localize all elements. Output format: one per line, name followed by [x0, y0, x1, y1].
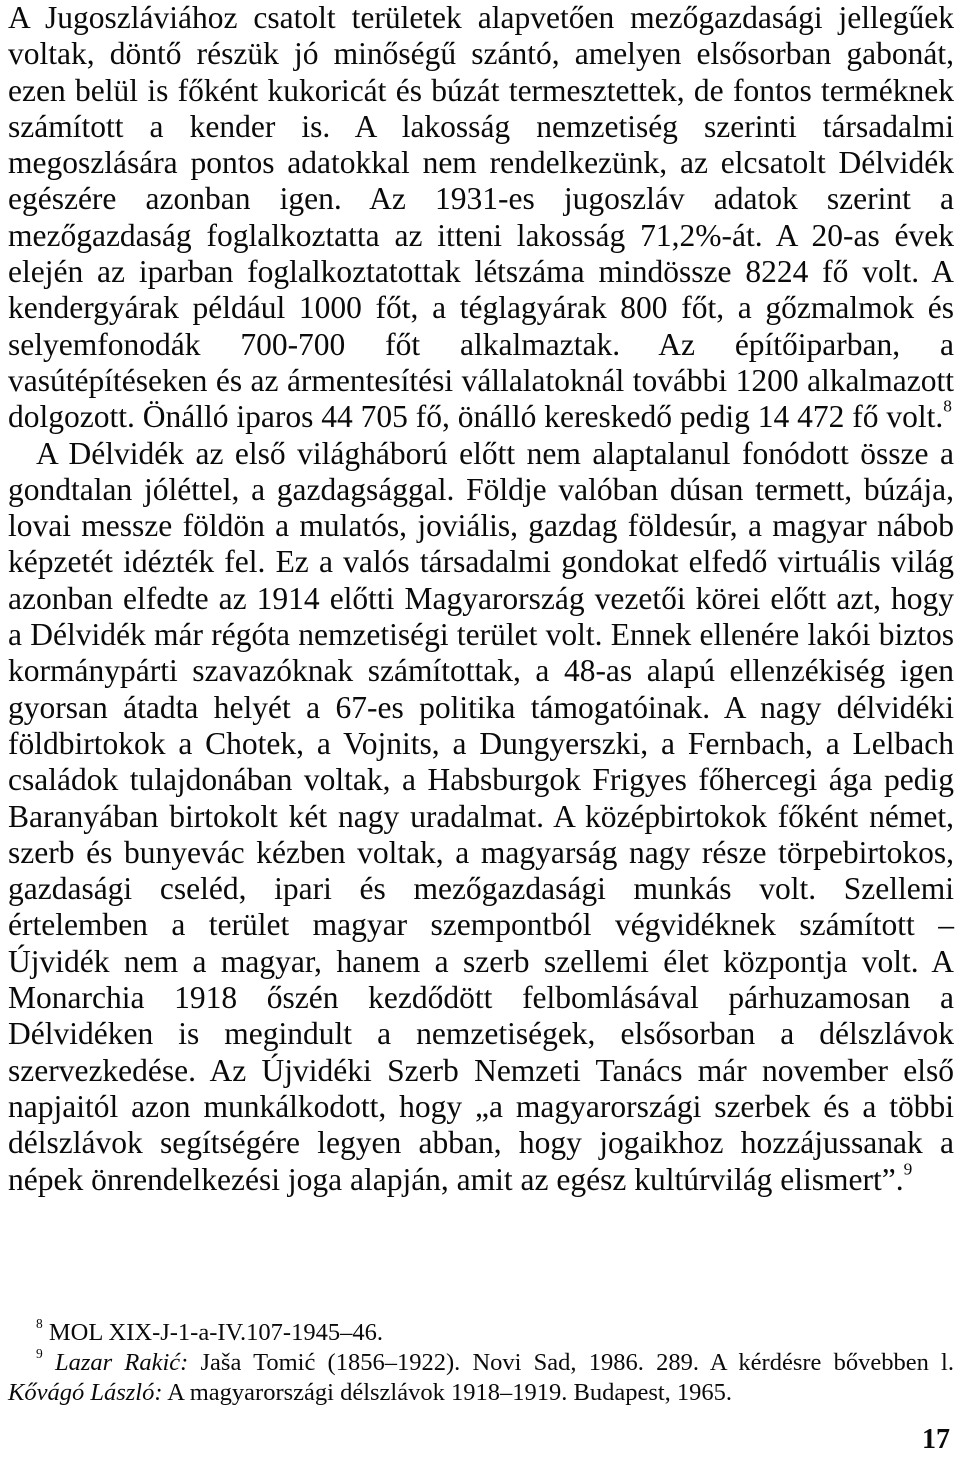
paragraph-2 [8, 436, 954, 1198]
footnote-9 [8, 1345, 954, 1408]
footnote-9-author: Lazar Rakić: [54, 1349, 189, 1376]
body-text [8, 0, 954, 1198]
footnote-number-8: 8 [36, 1315, 43, 1331]
footnote-ref-8: 8 [943, 396, 952, 416]
footnote-8 [8, 1315, 954, 1348]
footnote-9-text-1: Jaša Tomić (1856–1922). Novi Sad, 1986. 289. A kérdésre bővebben l. [188, 1349, 954, 1376]
footnote-ref-9: 9 [903, 1158, 913, 1178]
paragraph-2-text: A Délvidék az első világháború előtt nem alaptalanul fonódott össze a gondtalan jóléttel, a gazdagsággal. Földje valóban dúsan termett, búzája, lovai messze földön a mulatós, joviális, gazdag földesúr, a magyar nábob képzetét idézték fel. Ez a valós társadalmi gondokat elfedő virtuális világ azonban elfedte az 1914 előtti Magyarország vezetői körei előtt azt, hogy a Délvidék már régóta nemzetiségi terület volt. Ennek ellenére lakói biztos kormánypárti szavazóknak számítottak, a 48-as alapú ellenzékiség igen gyorsan átadta helyét a 67-es politika támogatóinak. A nagy délvidéki földbirtokok a Chotek, a Vojnits, a Dungyerszki, a Fernbach, a Lelbach családok tulajdonában voltak, a Habsburgok Frigyes főhercegi ága pedig Baranyában birtokolt két nagy uradalmat. A középbirtokok főként német, szerb és bunyevác kézben voltak, a magyarság nagy része törpebirtokos, gazdasági cseléd, ipari és mezőgazdasági munkás volt. Szellemi értelemben a terület magyar szempontból végvidéknek számított – Újvidék nem a magyar, hanem a szerb szellemi élet központja volt. A Monarchia 1918 őszén kezdődött felbomlásával párhuzamosan a Délvidéken is megindult a nemzetiségek, elsősorban a délszlávok szervezkedése. Az Újvidéki Szerb Nemzeti Tanács már november első napjaitól azon munkálkodott, hogy „a magyarországi szerbek és a többi délszlávok segítségére legyen abban, hogy jogaikhoz hozzájussanak a népek önrendelkezési joga alapján, amit az egész kultúrvilág elismert”. [8, 435, 954, 1197]
paragraph-1-text: A Jugoszláviához csatolt területek alapvetően mezőgazdasági jellegűek voltak, döntő részük jó minőségű szántó, amelyen elsősorban gabonát, ezen belül is főként kukoricát és búzát termesztettek, de fontos terméknek számított a kender is. A lakosság nemzetiség szerinti társadalmi megoszlására pontos adatokkal nem rendelkezünk, az elcsatolt Délvidék egészére azonban igen. Az 1931-es jugoszláv adatok szerint a mezőgazdaság foglalkoztatta az itteni lakosság 71,2%-át. A 20-as évek elején az iparban foglalkoztatottak létszáma mindössze 8224 fő volt. A kendergyárak például 1000 főt, a téglagyárak 800 főt, a gőzmalmok és selyemfonodák 700-700 főt alkalmaztak. Az építőiparban, a vasútépítéseken és az ármentesítési vállalatoknál további 1200 alkalmazott dolgozott. Önálló iparos 44 705 fő, önálló kereskedő pedig 14 472 fő volt. [8, 0, 954, 435]
footnote-9-author-2: Kővágó László: [8, 1379, 163, 1406]
footnotes [8, 1315, 954, 1408]
footnote-number-9: 9 [36, 1345, 43, 1361]
footnote-8-text: MOL XIX-J-1-a-IV.107-1945–46. [48, 1319, 383, 1346]
paragraph-1 [8, 0, 954, 436]
footnote-9-text-2: A magyarországi délszlávok 1918–1919. Budapest, 1965. [162, 1379, 733, 1406]
page-number: 17 [922, 1424, 950, 1455]
